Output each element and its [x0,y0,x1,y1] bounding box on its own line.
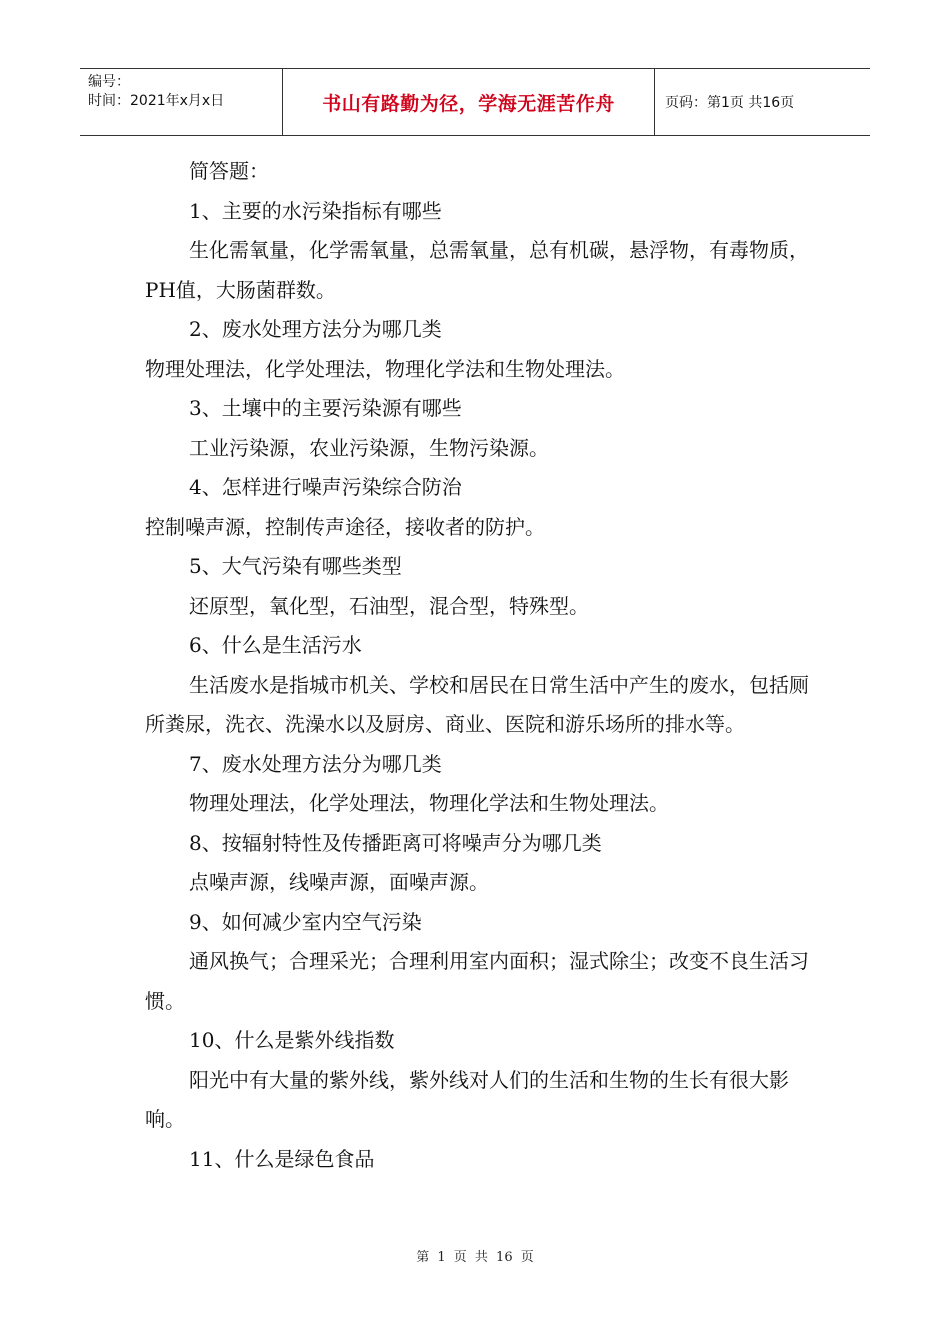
document-header [80,68,870,136]
question-4: 4、怎样进行噪声污染综合防治 [189,475,462,499]
answer-8: 点噪声源，线噪声源，面噪声源。 [189,870,489,894]
question-3: 3、土壤中的主要污染源有哪些 [189,396,462,420]
header-page-info: 页码：第1页 共16页 [665,95,795,111]
answer-1: 生化需氧量，化学需氧量，总需氧量，总有机碳，悬浮物，有毒物质，PH值，大肠菌群数。 [145,238,809,302]
answer-2: 物理处理法，化学处理法，物理化学法和生物处理法。 [145,356,625,381]
question-8: 8、按辐射特性及传播距离可将噪声分为哪几类 [189,830,602,855]
answer-4: 控制噪声源，控制传声途径，接收者的防护。 [145,514,545,539]
header-meta [80,69,283,135]
document-body [145,152,810,1179]
header-motto: 书山有路勤为径，学海无涯苦作舟 [283,69,655,135]
question-2: 2、废水处理方法分为哪几类 [189,317,442,341]
answer-9: 通风换气；合理采光；合理利用室内面积；湿式除尘；改变不良生活习惯。 [145,949,809,1013]
answer-5: 还原型，氧化型，石油型，混合型，特殊型。 [189,593,589,618]
page-footer: 第 1 页 共 16 页 [416,1250,534,1265]
question-5: 5、大气污染有哪些类型 [189,554,402,578]
section-heading: 简答题： [189,159,269,183]
answer-10: 阳光中有大量的紫外线，紫外线对人们的生活和生物的生长有很大影响。 [145,1067,789,1131]
answer-3: 工业污染源，农业污染源，生物污染源。 [189,435,549,460]
time-label: 时间：2021年x月x日 [88,93,225,109]
question-11: 11、什么是绿色食品 [189,1146,375,1171]
question-7: 7、废水处理方法分为哪几类 [189,751,442,776]
question-6: 6、什么是生活污水 [189,633,362,657]
question-10: 10、什么是紫外线指数 [189,1028,395,1052]
number-label: 编号： [88,74,130,90]
answer-6: 生活废水是指城市机关、学校和居民在日常生活中产生的废水，包括厕所粪尿，洗衣、洗澡水以及厨房、商业、医院和游乐场所的排水等。 [145,672,809,736]
answer-7: 物理处理法，化学处理法，物理化学法和生物处理法。 [189,791,669,815]
question-9: 9、如何减少室内空气污染 [189,909,422,934]
question-1: 1、主要的水污染指标有哪些 [189,198,442,223]
